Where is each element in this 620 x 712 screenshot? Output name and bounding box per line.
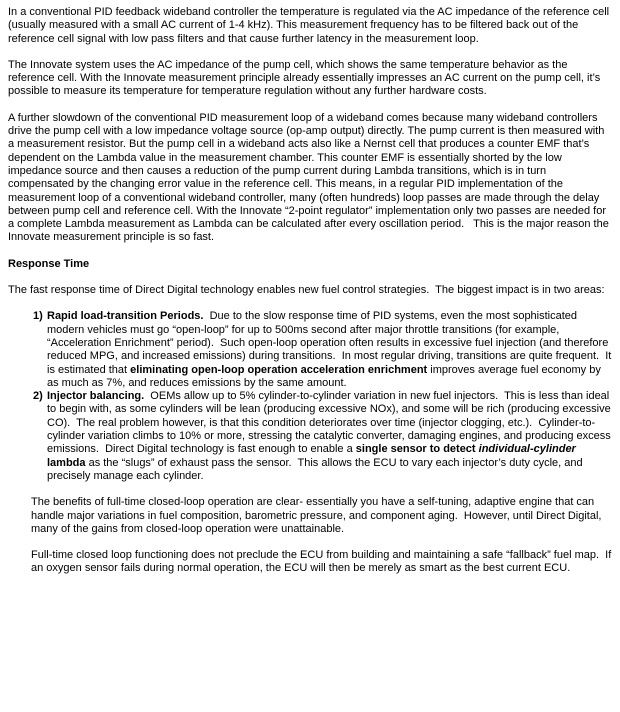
- list-item-number: 2): [33, 390, 43, 403]
- paragraph: [8, 59, 612, 99]
- paragraph: [8, 112, 612, 245]
- text-run: single sensor to detect: [355, 443, 479, 456]
- text-run: The Innovate system uses the AC impedance of the pump cell, which shows the same temperature behavior as the reference cell. With the Innovate measurement principle already essentially impresses an AC current on the pump cell, it’s possible to measure its temperature for temperature regulation without any further hardware costs.: [8, 58, 604, 98]
- list-item: [8, 390, 612, 483]
- text-run: The benefits of full-time closed-loop operation are clear- essentially you have a self-tuning, adaptive engine that can handle major variations in fuel composition, barometric pressure, and component aging. However, until Direct Digital, many of the gains from closed-loop operation were unattainable.: [31, 496, 605, 535]
- text-run: eliminating open-loop operation acceleration enrichment: [130, 363, 428, 376]
- text-run: A further slowdown of the conventional PID measurement loop of a wideband comes because many wideband controllers drive the pump cell with a low impedance voltage source (op-amp output) directly. The pump current is then measured with a measurement resistor. But the pump cell in a wideband acts also like a Nernst cell that produces a counter EMF that’s dependent on the Lambda value in the measurement chamber. This counter EMF is essentially shorted by the low impedance source and then causes a reduction of the pump current during Lambda transitions, which is in turn compensated by the changing error value in the reference cell. This means, in a regular PID implementation of the measurement loop of a conventional wideband controller, many (often hundreds) loop passes are made through the delay between pump cell and reference cell. With the Innovate “2-point regulator” implementation only two passes are needed for a complete Lambda measurement as Lambda can be calculated after every oscillation period. This is the major reason the Innovate measurement principle is so fast.: [8, 111, 612, 244]
- text-run: Due to the slow response time of PID systems, even the most sophisticated modern vehicles must go “open-loop” for up to 500ms second after major throttle transitions (for example, “Acceleration Enrichment” period). Such open-loop operation often results in excessive fuel injection (and therefore reduced MPG, and increased emissions) during transitions. In most regular driving, transitions are quite frequent. It is estimated that: [47, 310, 615, 376]
- list-item-body: [47, 390, 612, 483]
- text-run: In a conventional PID feedback wideband controller the temperature is regulated via the AC impedance of the reference cell (usually measured with a small AC current of 1-4 kHz). This measurement frequency has to be filtered back out of the reference cell signal with low pass filters and that cause further latency in the measurement loop.: [8, 6, 613, 45]
- list-item-body: [47, 310, 615, 390]
- text-run: individual-cylinder: [478, 443, 576, 456]
- text-run: improves average fuel economy by as much as 7%, and reduces emissions by the same amount.: [47, 363, 604, 389]
- text-run: OEMs allow up to 5% cylinder-to-cylinder variation in new fuel injectors. This is less than ideal to begin with, as some cylinders will be lean (producing excessive NOx), and some will be rich (producing excessive CO). The real problem however, is that this condition deteriorates over time (injector clogging, etc.). Cylinder-to-cylinder variation climbs to 10% or more, stressing the catalytic converter, damaging engines, and producing excess emissions. Direct Digital technology is fast enough to enable a: [47, 390, 614, 456]
- text-run: Full-time closed loop functioning does not preclude the ECU from building and maintaining a safe “fallback” fuel map. If an oxygen sensor fails during normal operation, the ECU will then be merely as smart as the best current ECU.: [31, 549, 615, 575]
- paragraph: [8, 284, 612, 297]
- text-run: The fast response time of Direct Digital technology enables new fuel control strategies. The biggest impact is in two areas:: [8, 284, 605, 297]
- section-heading: [8, 258, 612, 271]
- paragraph: [8, 6, 612, 46]
- text-run: as the “slugs” of exhaust pass the sensor. This allows the ECU to vary each injector’s duty cycle, and precisely manage each cylinder.: [47, 456, 586, 482]
- paragraph: [31, 549, 615, 576]
- text-run: Rapid load-transition Periods.: [47, 310, 204, 323]
- list-item-number: 1): [33, 310, 43, 323]
- list-item: [8, 310, 615, 390]
- text-run: Response Time: [8, 257, 90, 270]
- text-run: lambda: [47, 443, 579, 469]
- numbered-list: [8, 310, 615, 483]
- text-run: Injector balancing.: [47, 390, 145, 403]
- paragraph: [31, 496, 612, 536]
